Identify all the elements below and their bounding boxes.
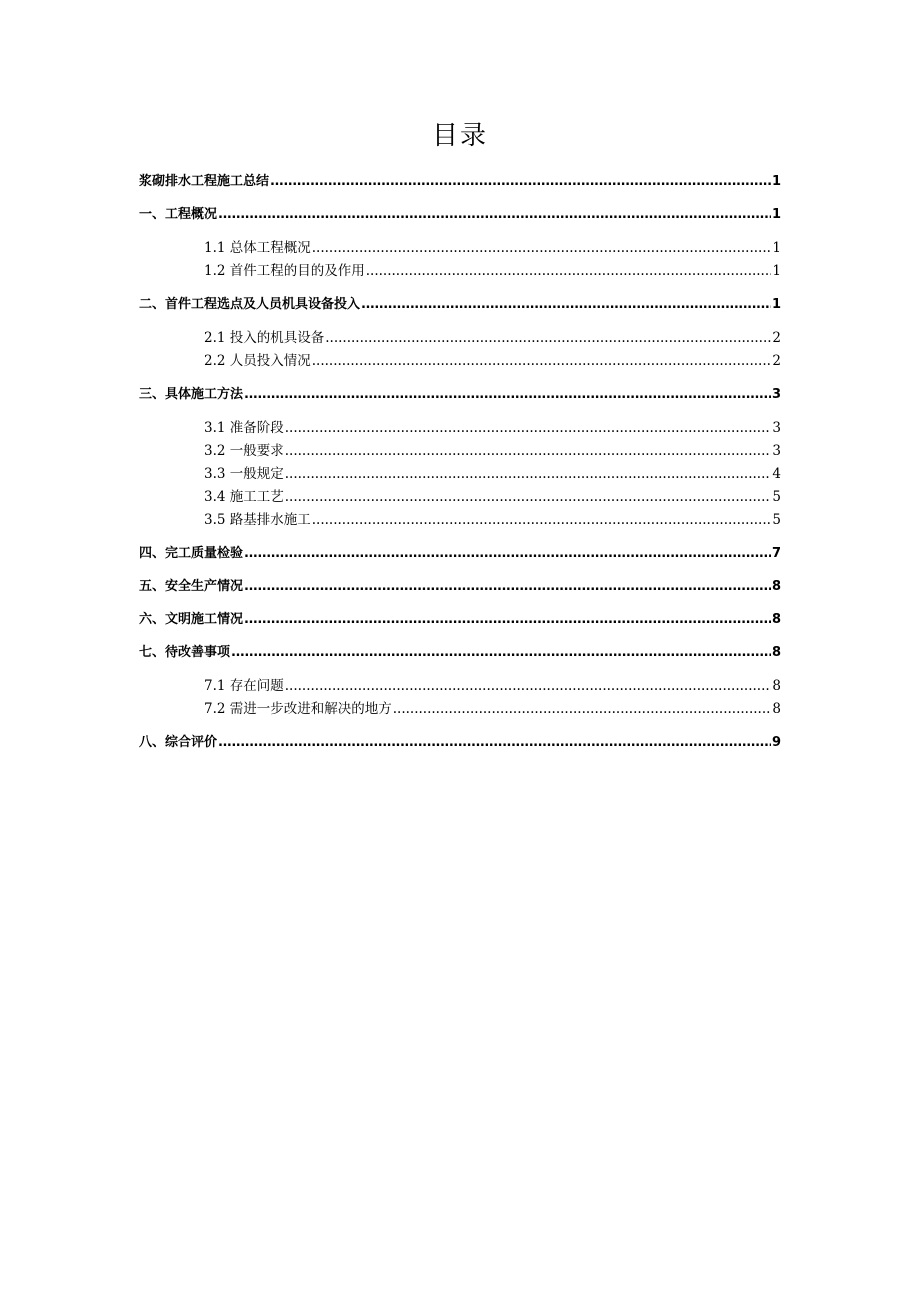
- toc-entry-page-number: 1: [771, 297, 781, 312]
- toc-entry-text: 七、待改善事项: [139, 645, 231, 660]
- toc-entry-page-number: 3: [772, 443, 781, 459]
- toc-entry[interactable]: [139, 543, 781, 565]
- toc-entry-text: 7.2 需进一步改进和解决的地方: [204, 701, 392, 717]
- toc-dot-leader: [244, 609, 771, 631]
- toc-entry-page-number: 7: [771, 546, 781, 561]
- toc-entry[interactable]: [139, 417, 781, 440]
- toc-dot-leader: [285, 440, 772, 463]
- toc-entry-page-number: 8: [771, 579, 781, 594]
- toc-entry-page-number: 8: [772, 678, 781, 694]
- toc-entry[interactable]: [139, 576, 781, 598]
- toc-dot-leader: [270, 171, 771, 193]
- toc-dot-leader: [312, 509, 772, 532]
- toc-entry[interactable]: [139, 509, 781, 532]
- toc-entry-page-number: 8: [772, 701, 781, 717]
- toc-entry-text: 浆砌排水工程施工总结: [139, 174, 270, 189]
- toc-entry-text: 1.2 首件工程的目的及作用: [204, 263, 365, 279]
- toc-entry[interactable]: [139, 294, 781, 316]
- toc-entry-page-number: 9: [771, 735, 781, 750]
- toc-entry[interactable]: [139, 609, 781, 631]
- toc-entry-text: 3.4 施工工艺: [204, 489, 284, 505]
- toc-entry-text: 7.1 存在问题: [204, 678, 284, 694]
- toc-entry[interactable]: [139, 237, 781, 260]
- toc-title: 目录: [431, 121, 488, 151]
- toc-entry-text: 3.5 路基排水施工: [204, 512, 311, 528]
- toc-entry-page-number: 2: [772, 330, 781, 346]
- toc-entry[interactable]: [139, 260, 781, 283]
- toc-entry[interactable]: [139, 463, 781, 486]
- toc-entry[interactable]: [139, 486, 781, 509]
- toc-dot-leader: [312, 350, 772, 373]
- toc-entry-page-number: 8: [771, 612, 781, 627]
- toc-entry-page-number: 3: [772, 420, 781, 436]
- toc-entry[interactable]: [139, 204, 781, 226]
- toc-dot-leader: [285, 486, 772, 509]
- toc-entry-page-number: 5: [772, 489, 781, 505]
- toc-entry-page-number: 1: [771, 174, 781, 189]
- toc-entry[interactable]: [139, 171, 781, 193]
- toc-entry-page-number: 1: [772, 263, 781, 279]
- toc-entry[interactable]: [139, 698, 781, 721]
- toc-entry[interactable]: [139, 440, 781, 463]
- toc-entry-text: 2.1 投入的机具设备: [204, 330, 325, 346]
- toc-entry-text: 3.1 准备阶段: [204, 420, 284, 436]
- toc-entry-text: 3.3 一般规定: [204, 466, 284, 482]
- toc-entry[interactable]: [139, 675, 781, 698]
- toc-entry-page-number: 5: [772, 512, 781, 528]
- toc-entry[interactable]: [139, 327, 781, 350]
- toc-entry-text: 1.1 总体工程概况: [204, 240, 311, 256]
- toc-dot-leader: [285, 463, 772, 486]
- toc-entry-text: 一、工程概况: [139, 207, 218, 222]
- toc-entry-text: 六、文明施工情况: [139, 612, 244, 627]
- toc-entry-page-number: 2: [772, 353, 781, 369]
- toc-dot-leader: [244, 576, 771, 598]
- toc-entry-text: 二、首件工程选点及人员机具设备投入: [139, 297, 361, 312]
- toc-dot-leader: [366, 260, 772, 283]
- toc-dot-leader: [231, 642, 771, 664]
- toc-entry-page-number: 3: [771, 387, 781, 402]
- toc-entry[interactable]: [139, 642, 781, 664]
- toc-dot-leader: [244, 543, 771, 565]
- toc-entry-text: 八、综合评价: [139, 735, 218, 750]
- toc-dot-leader: [312, 237, 772, 260]
- toc-entry-page-number: 1: [771, 207, 781, 222]
- toc-entry[interactable]: [139, 384, 781, 406]
- toc-entry-page-number: 8: [771, 645, 781, 660]
- toc-entry-text: 2.2 人员投入情况: [204, 353, 311, 369]
- toc-dot-leader: [393, 698, 772, 721]
- toc-dot-leader: [325, 327, 771, 350]
- toc-dot-leader: [244, 384, 771, 406]
- toc-dot-leader: [361, 294, 771, 316]
- toc-entry[interactable]: [139, 350, 781, 373]
- toc-entry-page-number: 4: [772, 466, 781, 482]
- toc-dot-leader: [218, 204, 771, 226]
- toc-entry[interactable]: [139, 732, 781, 754]
- toc-entry-text: 三、具体施工方法: [139, 387, 244, 402]
- toc-dot-leader: [285, 675, 772, 698]
- toc-entry-page-number: 1: [772, 240, 781, 256]
- toc-dot-leader: [218, 732, 771, 754]
- toc-entry-text: 五、安全生产情况: [139, 579, 244, 594]
- toc-entry-text: 3.2 一般要求: [204, 443, 284, 459]
- toc-dot-leader: [285, 417, 772, 440]
- toc-list: [139, 171, 781, 754]
- toc-entry-text: 四、完工质量检验: [139, 546, 244, 561]
